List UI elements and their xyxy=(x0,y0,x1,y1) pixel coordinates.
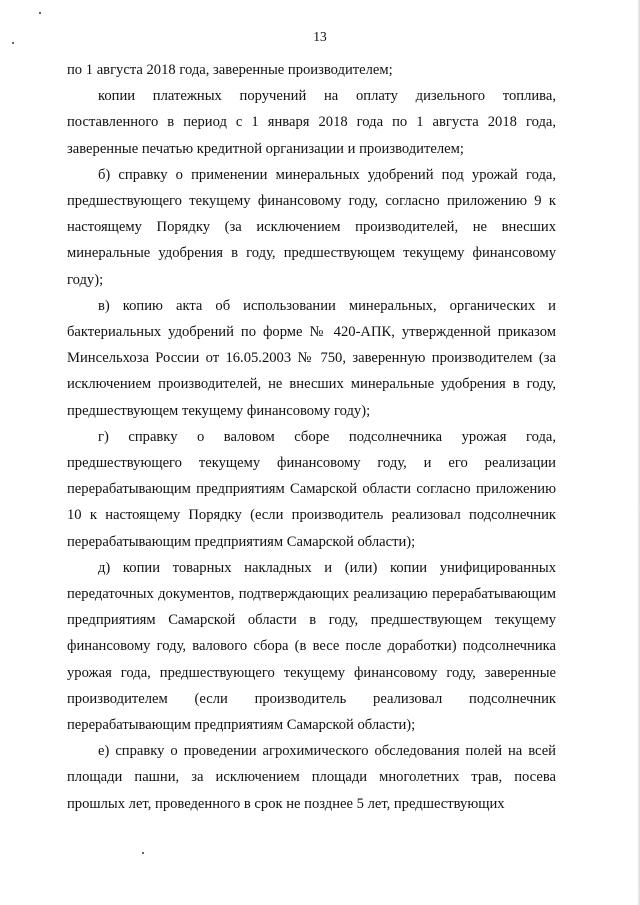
scan-speck xyxy=(142,852,144,854)
scan-speck xyxy=(39,12,41,14)
paragraph-item-b: б) справку о применении минеральных удобрений под урожай года, предшествующего текущему финансовому году, согласно приложению 9 к настоящему Порядку (за исключением производителей, не внесших минеральные удобрения в году, предшествующем текущему финансовому году); xyxy=(67,166,556,288)
page-number: 13 xyxy=(313,29,327,44)
paragraph-item-e: е) справку о проведении агрохимического обследования полей на всей площади пашни, за исключением площади многолетних трав, посева прошлых лет, проведенного в срок не позднее 5 лет, предшествующих xyxy=(67,743,556,812)
paragraph-payment-orders: копии платежных поручений на оплату дизельного топлива, поставленного в период с 1 января 2018 года по 1 августа 2018 года, заверенные печатью кредитной организации и производителем; xyxy=(67,88,556,157)
paragraph-continuation: по 1 августа 2018 года, заверенные производителем; xyxy=(67,62,393,78)
paragraph-item-g: г) справку о валовом сборе подсолнечника урожая года, предшествующего текущему финансовому году, и его реализации перерабатывающим предприятиям Самарской области согласно приложению 10 к настоящему Порядку (если производитель реализовал подсолнечник перерабатывающим предприятиям Самарской области); xyxy=(67,428,556,550)
document-body xyxy=(67,57,556,817)
paragraph-item-d: д) копии товарных накладных и (или) копии унифицированных передаточных документов, подтверждающих реализацию перерабатывающим предприятиям Самарской области в году, предшествующем текущему финансовому году, валового сбора (в весе после доработки) подсолнечника урожая года, предшествующего текущему финансовому году, заверенные производителем (если производитель реализовал подсолнечник перерабатывающим предприятиям Самарской области); xyxy=(67,559,556,734)
paragraph-item-v: в) копию акта об использовании минеральных, органических и бактериальных удобрений по форме № 420-АПК, утвержденной приказом Минсельхоза России от 16.05.2003 № 750, заверенную производителем (за исключением производителей, не внесших минеральные удобрения в году, предшествующем текущему финансовому году); xyxy=(67,297,556,419)
